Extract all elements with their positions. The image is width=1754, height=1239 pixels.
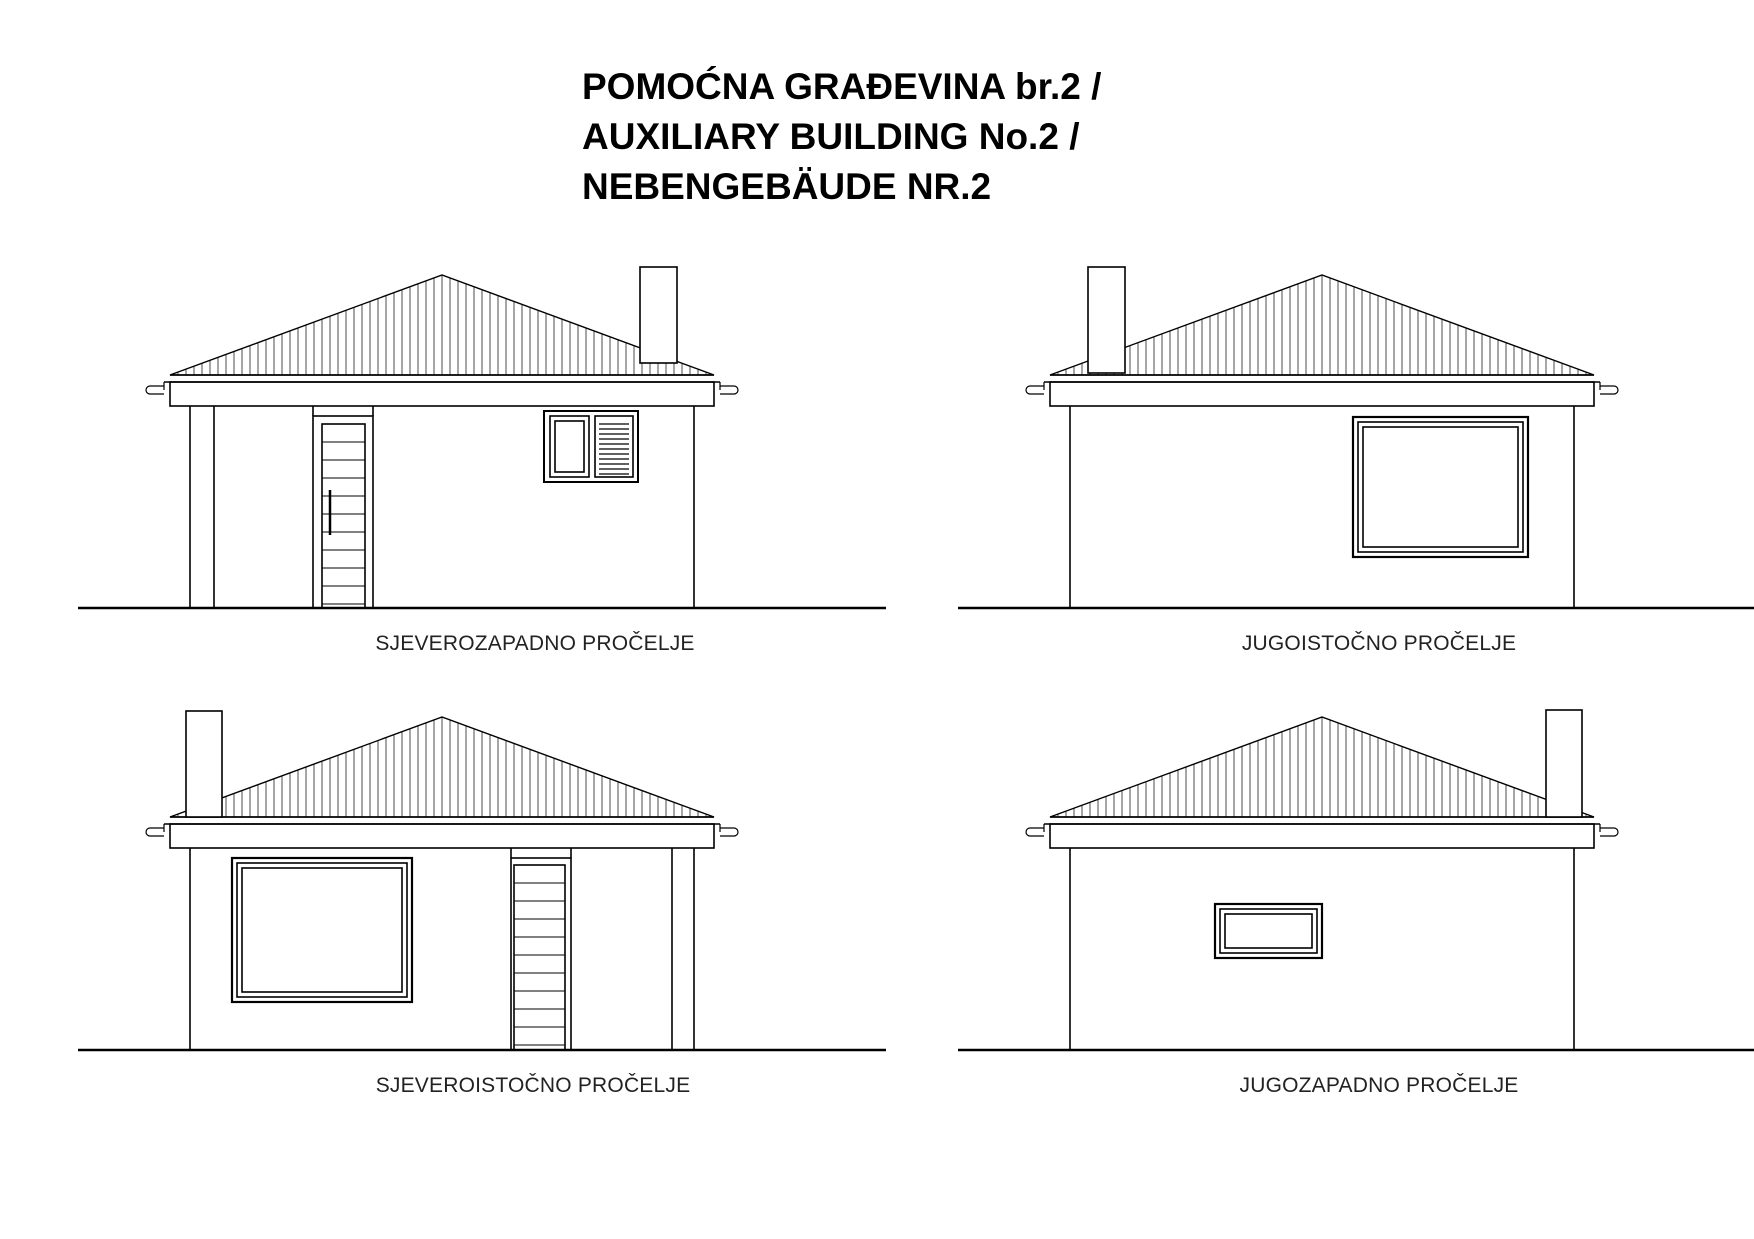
label-northwest-elevation: SJEVEROZAPADNO PROČELJE [375, 632, 695, 655]
label-southwest-elevation: JUGOZAPADNO PROČELJE [1239, 1074, 1519, 1097]
label-southeast-elevation: JUGOISTOČNO PROČELJE [1241, 632, 1517, 655]
door [511, 848, 571, 1050]
door [313, 406, 373, 608]
title-line-croatian: POMOĆNA GRAĐEVINA br.2 / [582, 66, 1102, 107]
large-window [1353, 417, 1528, 557]
elevation-southwest [958, 710, 1754, 1050]
title-line-english: AUXILIARY BUILDING No.2 / [582, 116, 1080, 157]
title-line-german: NEBENGEBÄUDE NR.2 [582, 166, 992, 207]
elevation-northeast [78, 711, 886, 1050]
elevation-northwest [78, 267, 886, 608]
window-with-shutter [544, 411, 638, 482]
elevation-southeast [958, 267, 1754, 608]
small-window [1215, 904, 1322, 958]
large-window [232, 858, 412, 1002]
label-northeast-elevation: SJEVEROISTOČNO PROČELJE [375, 1074, 691, 1097]
